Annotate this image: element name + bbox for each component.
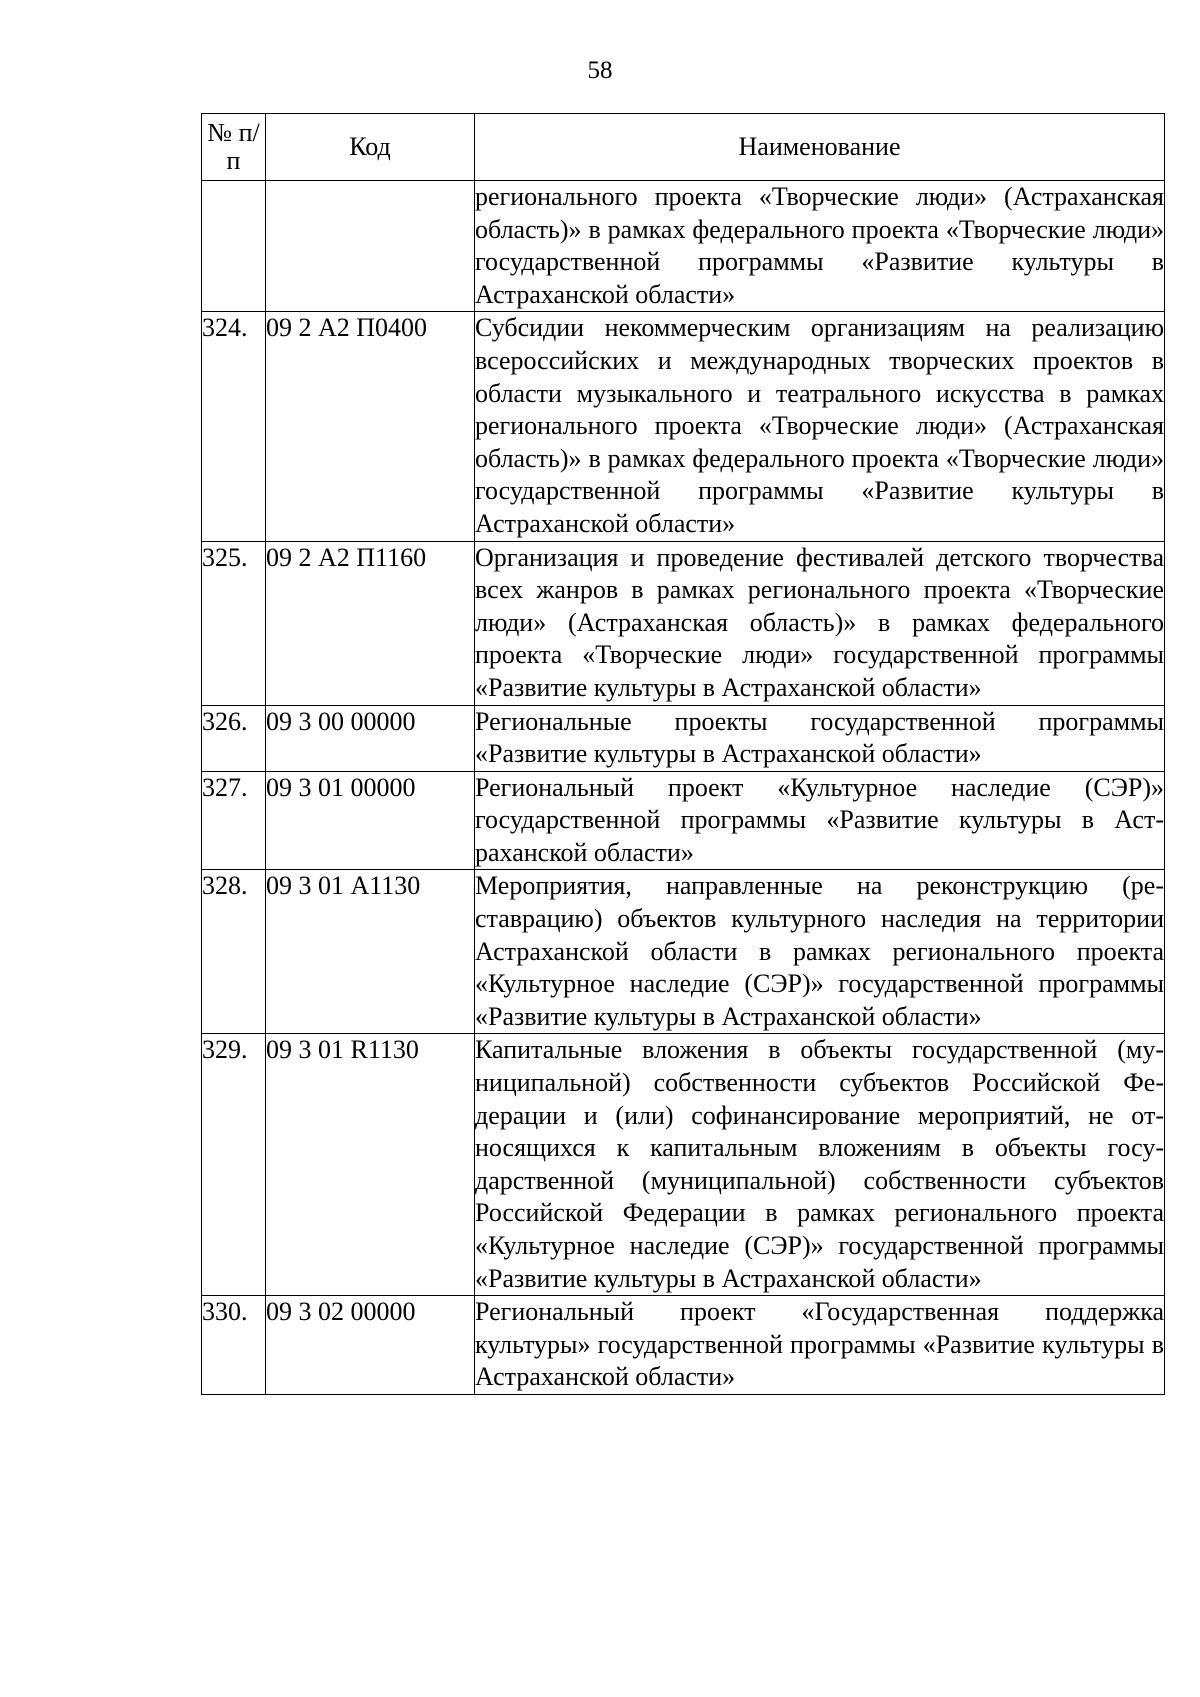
row-number: 324. [202, 312, 266, 541]
row-code: 09 2 А2 П0400 [266, 312, 475, 541]
row-name: Региональный проект «Государственная поддержка культуры» государственной программы «Развитие культуры в Астраханской области» [475, 1296, 1165, 1395]
row-name: регионального проекта «Творческие люди» (Астраханская область)» в рамках федерального проекта «Творческие люди» государственной программы «Развитие культуры в Астраханской области» [475, 181, 1165, 312]
header-number: № п/п [202, 114, 266, 181]
row-code: 09 2 А2 П1160 [266, 541, 475, 705]
row-number: 326. [202, 705, 266, 771]
table-row-326 [202, 705, 1165, 771]
row-name: Капитальные вложения в объекты государственной (муниципальной) собственности субъектов Российской Федерации и (или) софинансирование мероприятий, не относящихся к капитальным вложениям в объекты государственной (муниципальной) собственности субъектов Российской Федерации в рамках регионального проекта «Культурное наследие (СЭР)» государственной программы «Развитие культуры в Астраханской области» [475, 1034, 1165, 1296]
table-row-327 [202, 771, 1165, 870]
row-number: 329. [202, 1034, 266, 1296]
row-code: 09 3 02 00000 [266, 1296, 475, 1395]
row-number: 328. [202, 870, 266, 1034]
row-name: Региональный проект «Культурное наследие (СЭР)» государственной программы «Развитие культуры в Астраханской области» [475, 771, 1165, 870]
row-code: 09 3 01 R1130 [266, 1034, 475, 1296]
table-row-325 [202, 541, 1165, 705]
row-number [202, 181, 266, 312]
row-code: 09 3 00 00000 [266, 705, 475, 771]
row-number: 327. [202, 771, 266, 870]
header-name: Наименование [475, 114, 1165, 181]
row-code: 09 3 01 00000 [266, 771, 475, 870]
row-number: 325. [202, 541, 266, 705]
table-row-328 [202, 870, 1165, 1034]
budget-code-table [201, 113, 1165, 1395]
table-header-row [202, 114, 1165, 181]
row-name: Субсидии некоммерческим организациям на реализацию всероссийских и международных творческих проектов в области музыкального и театрального искусства в рамках регионального проекта «Творческие люди» (Астраханская область)» в рамках федерального проекта «Творческие люди» государственной программы «Развитие культуры в Астраханской области» [475, 312, 1165, 541]
table-row-329 [202, 1034, 1165, 1296]
page-number: 58 [587, 57, 613, 84]
header-code: Код [266, 114, 475, 181]
row-code: 09 3 01 А1130 [266, 870, 475, 1034]
row-name: Региональные проекты государственной программы «Развитие культуры в Астраханской области» [475, 705, 1165, 771]
table-row-330 [202, 1296, 1165, 1395]
row-name: Организация и проведение фестивалей детского творчества всех жанров в рамках регионального проекта «Творческие люди» (Астраханская область)» в рамках федерального проекта «Творческие люди» государственной программы «Развитие культуры в Астраханской области» [475, 541, 1165, 705]
table-row-continuation [202, 181, 1165, 312]
table-row-324 [202, 312, 1165, 541]
row-number: 330. [202, 1296, 266, 1395]
row-name: Мероприятия, направленные на реконструкцию (реставрацию) объектов культурного наследия на территории Астраханской области в рамках регионального проекта «Культурное наследие (СЭР)» государственной программы «Развитие культуры в Астраханской области» [475, 870, 1165, 1034]
row-code [266, 181, 475, 312]
